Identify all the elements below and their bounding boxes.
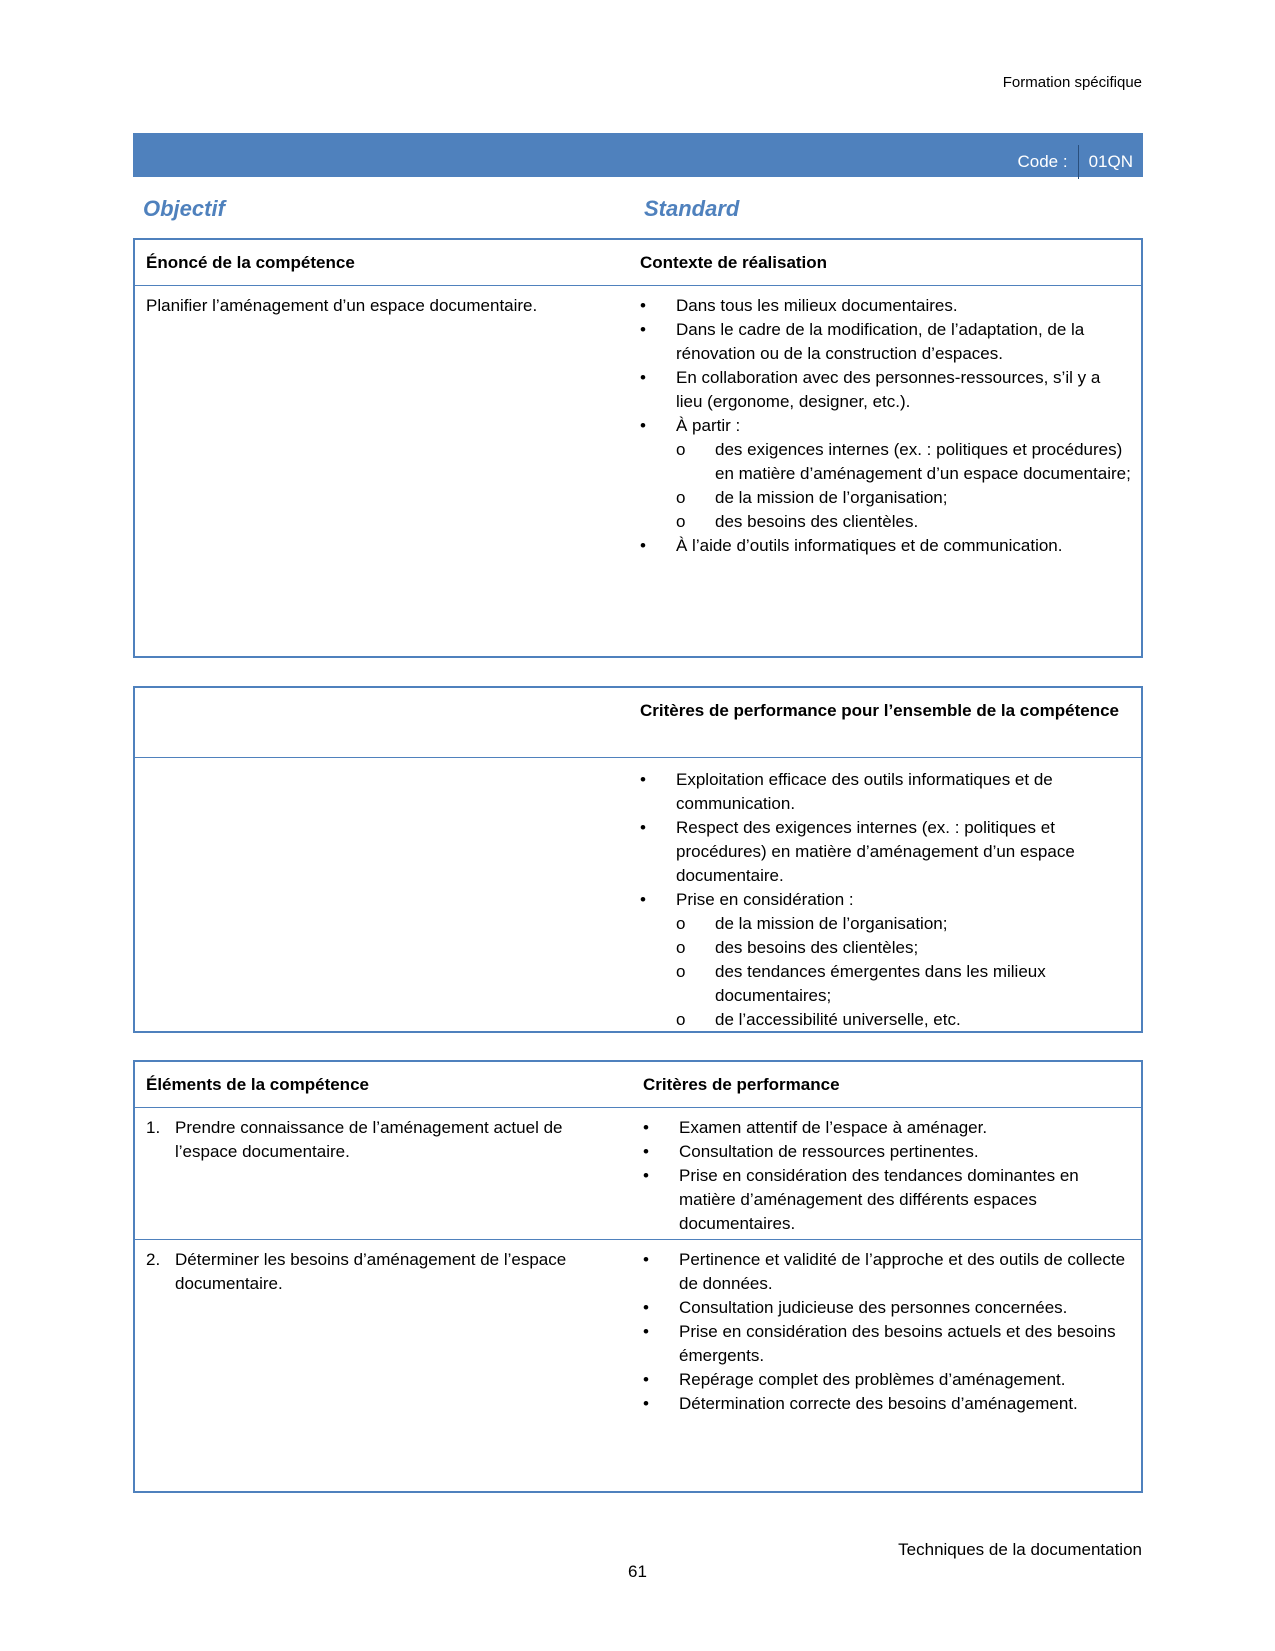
code-band: [133, 133, 1143, 177]
objectif-title: Objectif: [143, 196, 225, 221]
sub-list-item: o de la mission de l’organisation;: [676, 912, 1131, 936]
list-item: • Dans le cadre de la modification, de l’adaptation, de la rénovation ou de la construction d’espaces.: [640, 318, 1131, 366]
elements-header: Éléments de la compétence: [146, 1074, 369, 1094]
code-box: [1017, 145, 1133, 179]
competence-context-table: [133, 238, 1143, 658]
table-row: [135, 758, 1141, 1032]
competence-statement: Planifier l’aménagement d’un espace documentaire.: [146, 296, 538, 315]
criteria-cell: [640, 1248, 1141, 1416]
elements-criteria-table: [133, 1060, 1143, 1493]
element-text: Déterminer les besoins d’aménagement de l’espace documentaire.: [175, 1250, 567, 1293]
list-item: • Prise en considération des tendances dominantes en matière d’aménagement des différents espaces documentaires.: [643, 1164, 1131, 1236]
sub-list-item: o de l’accessibilité universelle, etc.: [676, 1008, 1131, 1032]
list-item: • Consultation judicieuse des personnes concernées.: [643, 1296, 1131, 1320]
context-list-cell: [640, 294, 1141, 558]
code-value: 01QN: [1088, 152, 1133, 171]
element-cell: [135, 1248, 640, 1416]
list-item: • En collaboration avec des personnes-ressources, s’il y a lieu (ergonome, designer, etc.).: [640, 366, 1131, 414]
sub-list-item: o des tendances émergentes dans les milieux documentaires;: [676, 960, 1131, 1008]
element-text: Prendre connaissance de l’aménagement actuel de l’espace documentaire.: [175, 1118, 563, 1161]
statement-header: Énoncé de la compétence: [146, 252, 355, 272]
list-item: [640, 888, 1131, 1032]
list-item: • Détermination correcte des besoins d’aménagement.: [643, 1392, 1131, 1416]
list-item: • Pertinence et validité de l’approche et des outils de collecte de données.: [643, 1248, 1131, 1296]
code-label: Code :: [1017, 152, 1068, 171]
table-row: [135, 1239, 1141, 1416]
sub-list-item: o des besoins des clientèles;: [676, 936, 1131, 960]
list-item: • Examen attentif de l’espace à aménager.: [643, 1116, 1131, 1140]
table-header: [135, 1062, 1141, 1108]
overall-criteria-header: Critères de performance pour l’ensemble de la compétence: [640, 701, 1119, 720]
code-separator: [1078, 145, 1079, 179]
criteria-list: [640, 768, 1131, 1032]
list-item: • Prise en considération des besoins actuels et des besoins émergents.: [643, 1320, 1131, 1368]
list-item-label: À partir :: [676, 416, 741, 435]
list-item: • Dans tous les milieux documentaires.: [640, 294, 1131, 318]
empty-cell: [135, 768, 640, 1032]
criteria-list: [643, 1248, 1131, 1416]
element-item: [146, 1248, 640, 1296]
footer-program-title: Techniques de la documentation: [898, 1540, 1142, 1559]
table-row: [135, 286, 1141, 558]
criteria-list: [643, 1116, 1131, 1236]
list-item: • Exploitation efficace des outils informatiques et de communication.: [640, 768, 1131, 816]
criteria-header: Critères de performance: [643, 1074, 840, 1094]
sub-list-item: o des besoins des clientèles.: [676, 510, 1131, 534]
header-section-label: Formation spécifique: [1002, 74, 1142, 91]
element-number: 2.: [146, 1250, 161, 1269]
sub-list: [676, 438, 1131, 534]
criteria-cell: [640, 1116, 1141, 1239]
table-header: [135, 688, 1141, 758]
context-list: [640, 294, 1131, 558]
overall-criteria-table: [133, 686, 1143, 1033]
criteria-list-cell: [640, 768, 1141, 1032]
page-number: 61: [628, 1562, 647, 1581]
list-item: [640, 414, 1131, 534]
table-header: [135, 240, 1141, 286]
element-number: 1.: [146, 1118, 161, 1137]
element-cell: [135, 1116, 640, 1239]
sub-list-item: o de la mission de l’organisation;: [676, 486, 1131, 510]
empty-header-cell: [135, 699, 640, 757]
list-item: • Repérage complet des problèmes d’aménagement.: [643, 1368, 1131, 1392]
list-item: • Consultation de ressources pertinentes.: [643, 1140, 1131, 1164]
list-item-label: Prise en considération :: [676, 890, 854, 909]
table-row: [135, 1108, 1141, 1239]
sub-list-item: o des exigences internes (ex. : politiques et procédures) en matière d’aménagement d’un espace documentaire;: [676, 438, 1131, 486]
context-header: Contexte de réalisation: [640, 252, 828, 272]
element-item: [146, 1116, 640, 1164]
list-item: • Respect des exigences internes (ex. : politiques et procédures) en matière d’aménagement d’un espace documentaire.: [640, 816, 1131, 888]
sub-list: [676, 912, 1131, 1032]
standard-title: Standard: [644, 196, 740, 221]
list-item: • À l’aide d’outils informatiques et de communication.: [640, 534, 1131, 558]
